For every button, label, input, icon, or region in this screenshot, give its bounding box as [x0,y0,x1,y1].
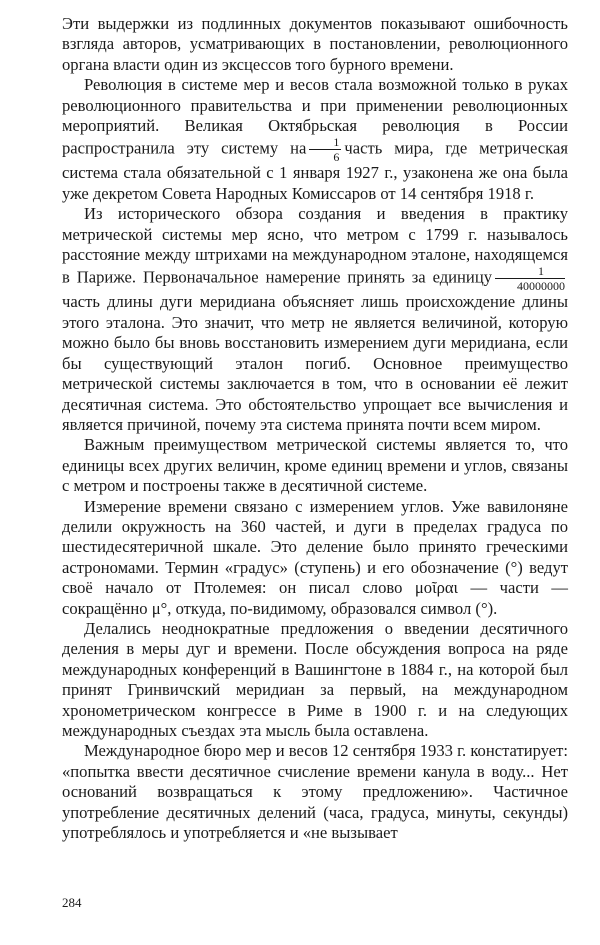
paragraph-2 [62,75,568,204]
paragraph-1: Эти выдержки из подлинных документов показывают ошибочность взгляда авторов, усматривающих в постановлении, революционного органа власти один из эксцессов того бурного времени. [62,14,568,74]
body-text [62,14,568,843]
paragraph-2-before: Революция в системе мер и весов стала возможной только в руках революционного правительства и при применении революционных мероприятий. Великая Октябрьская революция в России распространила эту систему на [62,75,568,158]
paragraph-2-after: часть мира, где метрическая система стала обязательной с 1 января 1927 г., узаконена же она была уже декретом Совета Народных Комиссаров от 14 сентября 1918 г. [62,138,568,203]
paragraph-3 [62,204,568,435]
fraction-numerator: 1 [309,136,341,150]
fraction-meridian [495,265,565,292]
paragraph-7: Международное бюро мер и весов 12 сентября 1933 г. констатирует: «попытка ввести десятичное счисление времени канула в воду... Нет оснований возвращаться к этому предложению». Частичное употребление десятичных делений (часа, градуса, минуты, секунды) употреблялось и употребляется и «не вызывает [62,741,568,843]
paragraph-5: Измерение времени связано с измерением углов. Уже вавилоняне делили окружность на 360 частей, и дуги в пределах градуса по шестидесятеричной шкале. Это деление было принято греческими астрономами. Термин «градус» (ступень) и его обозначение (°) ведут своё начало от Птолемея: он писал слово μοῖραι — части — сокращённо μ°, откуда, по-видимому, образовался символ (°). [62,496,568,618]
page-number: 284 [62,895,82,910]
paragraph-6: Делались неоднократные предложения о введении десятичного деления в меры дуг и времени. После обсуждения вопроса на ряде международных конференций в Вашингтоне в 1884 г., на которой был принят Гринвичский меридиан за первый, на международном хронометрическом конгрессе в Риме в 1900 г. и на следующих международных съездах эта мысль была оставлена. [62,618,568,740]
fraction-denominator: 6 [333,150,340,165]
paragraph-3-before: Из исторического обзора создания и введения в практику метрической системы мер ясно, что метром с 1799 г. называлось расстояние между штрихами на международном эталоне, находящемся в Париже. Первоначальное намерение принять за единицу [62,204,568,287]
fraction-one-sixth [309,136,341,163]
fraction-numerator: 1 [495,265,565,279]
fraction-denominator: 40000000 [517,279,565,294]
paragraph-3-after: часть длины дуги меридиана объясняет лишь происхождение длины этого эталона. Это значит, что метр не является величиной, которую можно было бы вновь восстановить измерением дуги меридиана, если бы существующий эталон погиб. Основное преимущество метрической системы заключается в том, что в основании её лежит десятичная система. Это обстоятельство упрощает все вычисления и является причиной, почему эта система принята почти всем миром. [62,292,568,434]
paragraph-4: Важным преимуществом метрической системы является то, что единицы всех других величин, кроме единиц времени и углов, связаны с метром и построены также в десятичной системе. [62,435,568,496]
